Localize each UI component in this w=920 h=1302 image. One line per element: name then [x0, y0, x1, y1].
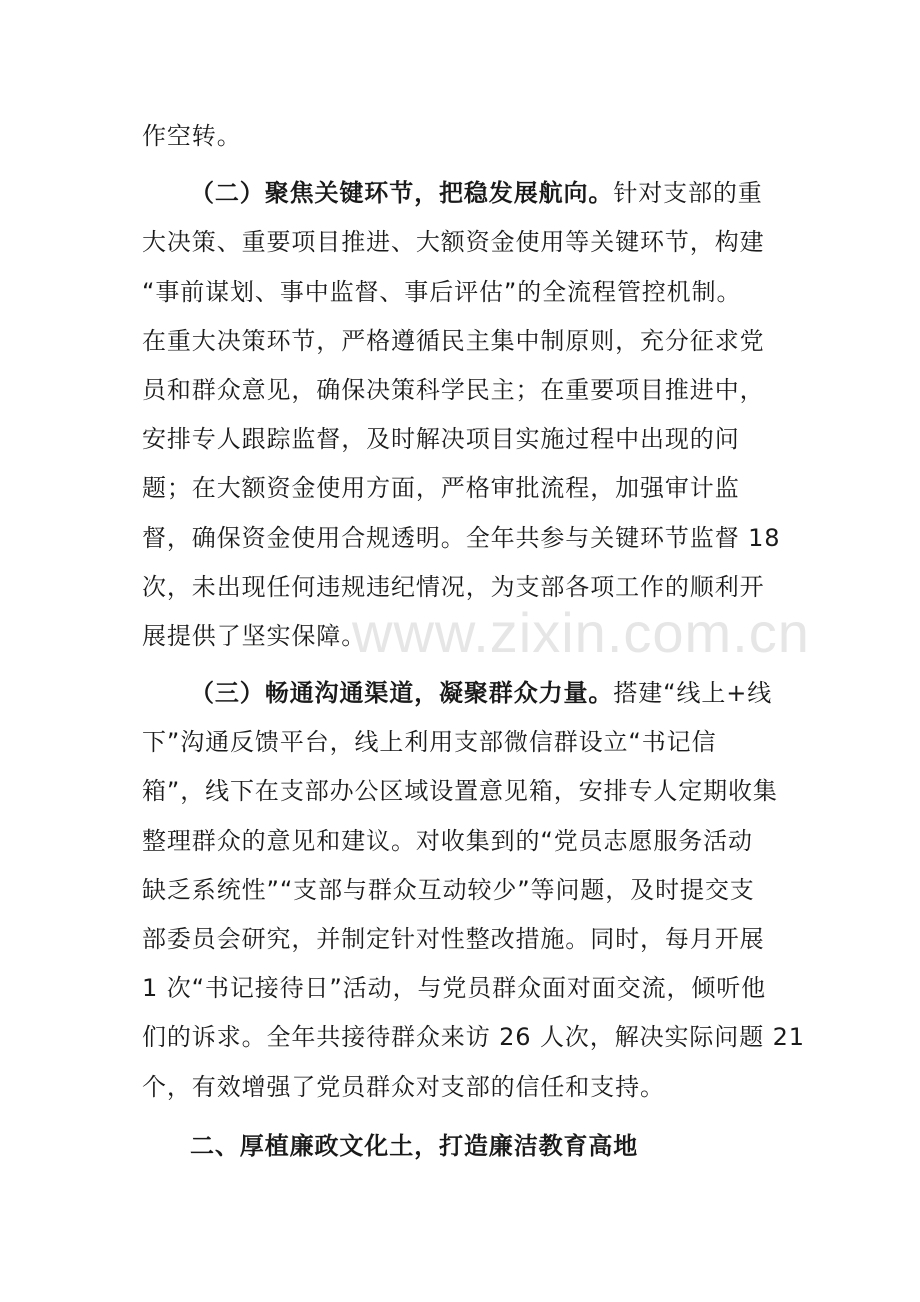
text-line: 督，确保资金使用合规透明。全年共参与关键环节监督 18 [142, 523, 781, 552]
text-line: 在重大决策环节，严格遵循民主集中制原则，充分征求党 [142, 326, 765, 355]
text-line: “事前谋划、事中监督、事后评估”的全流程管控机制。 [142, 277, 742, 306]
text-line: 题；在大额资金使用方面，严格审批流程，加强审计监 [142, 474, 740, 503]
section-paragraph-start: （二）聚焦关键环节，把稳发展航向。针对支部的重 [190, 179, 763, 208]
text-line: 箱”，线下在支部办公区域设置意见箱，安排专人定期收集 [142, 777, 778, 806]
text-line: 整理群众的意见和建议。对收集到的“党员志愿服务活动 [142, 826, 753, 855]
text-line: 作空转。 [142, 122, 242, 150]
document-body [142, 112, 805, 1171]
text-line: 个，有效增强了党员群众对支部的信任和支持。 [142, 1072, 665, 1101]
text-line: 员和群众意见，确保决策科学民主；在重要项目推进中， [142, 375, 765, 404]
chapter-heading-text: 二、厚植廉政文化土，打造廉洁教育高地 [190, 1131, 639, 1160]
section-heading-2: （二）聚焦关键环节，把稳发展航向。 [190, 179, 614, 208]
chapter-heading [142, 1122, 782, 1171]
text-line: 安排专人跟踪监督，及时解决项目实施过程中出现的问 [142, 425, 740, 454]
text-line: 下”沟通反馈平台，线上利用支部微信群设立“书记信 [142, 728, 717, 757]
section-paragraph-start: （三）畅通沟通渠道，凝聚群众力量。搭建“线上+线 [190, 679, 773, 708]
text-line: 缺乏系统性”“支部与群众互动较少”等问题，及时提交支 [142, 875, 755, 904]
text-line: 们的诉求。全年共接待群众来访 26 人次，解决实际问题 21 [142, 1023, 805, 1052]
watermark: www.zixin.com.cn [352, 601, 810, 664]
text-line: 大决策、重要项目推进、大额资金使用等关键环节，构建 [142, 228, 765, 257]
section-heading-3: （三）畅通沟通渠道，凝聚群众力量。 [190, 679, 614, 708]
text-line: 展提供了坚实保障。 [142, 621, 367, 650]
text-line: 次，未出现任何违规违纪情况，为支部各项工作的顺利开 [142, 572, 765, 601]
text-line: 1 次“书记接待日”活动，与党员群众面对面交流，倾听他 [142, 974, 767, 1003]
text-line: 部委员会研究，并制定针对性整改措施。同时，每月开展 [142, 925, 765, 953]
